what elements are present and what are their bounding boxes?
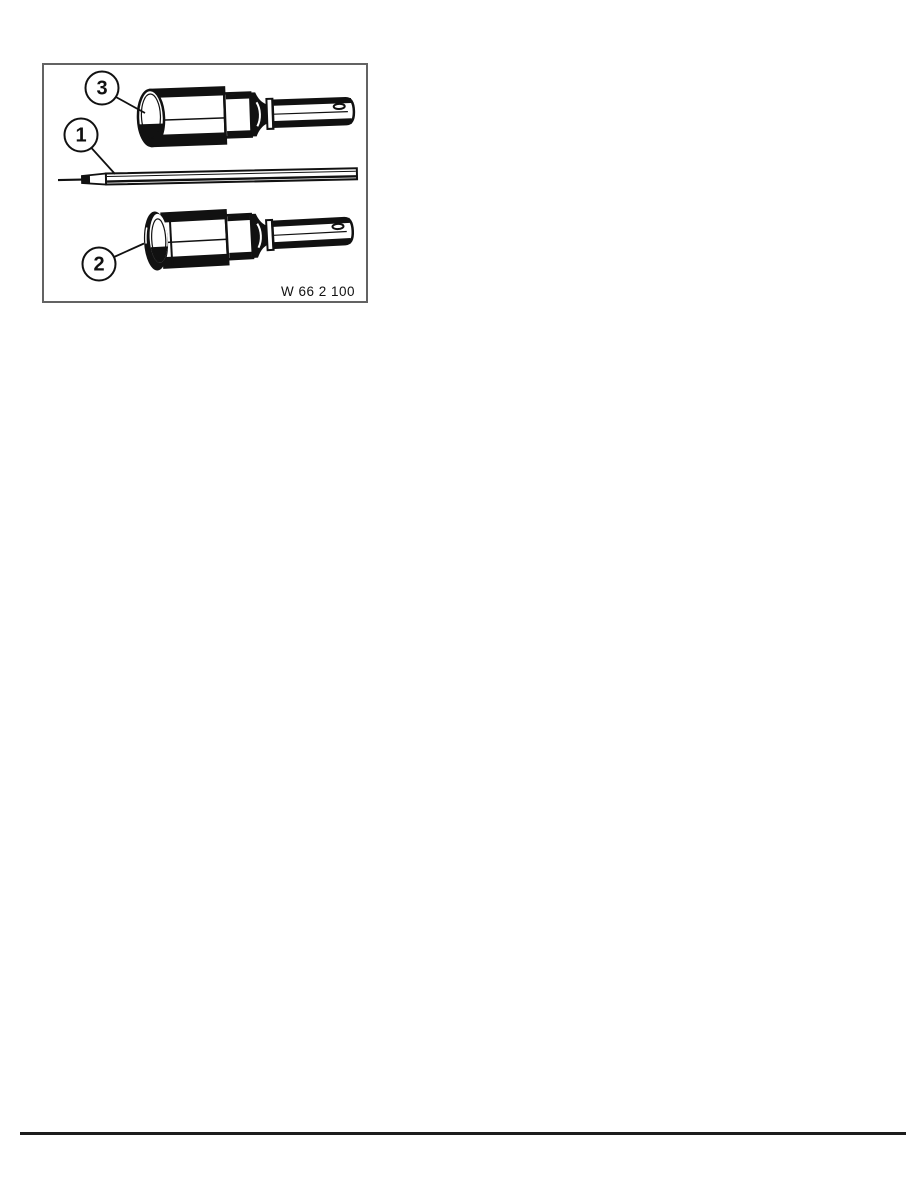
pin-rod-needle-tip: [58, 180, 82, 181]
lower-socket-tool-illustration: [142, 201, 354, 271]
socket-shaft-bottom-shading: [229, 255, 251, 256]
upper-socket-tool-illustration: [137, 83, 355, 147]
socket-handle-hole: [334, 104, 345, 110]
pin-rod-cone-shading: [82, 175, 90, 183]
socket-shaft-top-shading: [226, 96, 249, 97]
callout-3: [86, 72, 146, 114]
pin-rod-illustration: [58, 168, 357, 185]
tools-illustration: [44, 65, 366, 301]
socket-handle-top-shading: [274, 101, 351, 104]
socket-shaft-top-shading: [227, 218, 249, 219]
callout-3-number: 3: [96, 77, 108, 100]
socket-handle-bottom-shading: [274, 121, 351, 124]
socket-handle-hole: [332, 224, 343, 230]
socket-shaft-bottom-shading: [227, 133, 250, 134]
callout-1: [65, 119, 116, 175]
callout-1-number: 1: [75, 124, 87, 147]
technical-figure-box: [42, 63, 368, 303]
callout-2-number: 2: [93, 253, 105, 276]
callout-1-leader-line: [92, 148, 116, 174]
callout-2-leader-line: [114, 244, 144, 258]
callout-2: [83, 244, 145, 281]
drawing-code-label: W 66 2 100: [280, 284, 355, 299]
footer-divider-line: [20, 1132, 906, 1135]
